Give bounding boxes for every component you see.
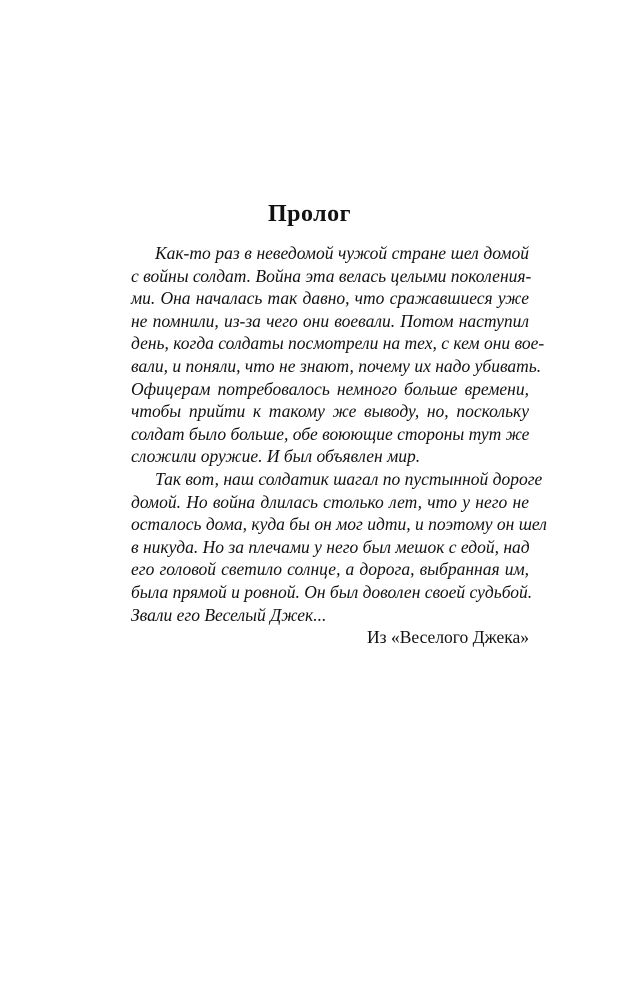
text-line: осталось дома, куда бы он мог идти, и поэтому он шел	[131, 514, 547, 535]
text-line: ми. Она началась так давно, что сражавшиеся уже	[131, 288, 529, 309]
text-line: вали, и поняли, что не знают, почему их надо убивать.	[131, 355, 542, 376]
text-line: была прямой и ровной. Он был доволен своей судьбой.	[131, 581, 533, 602]
text-line: Как-то раз в неведомой чужой стране шел домой	[155, 243, 529, 263]
text-line: домой. Но война длилась столько лет, что у него не	[131, 491, 529, 512]
text-line: сложили оружие. И был объявлен мир.	[131, 446, 421, 467]
text-line: Звали его Веселый Джек...	[131, 604, 327, 625]
chapter-title: Пролог	[267, 201, 352, 227]
text-line: день, когда солдаты посмотрели на тех, с кем они вое-	[131, 333, 545, 354]
text-line: не помнили, из-за чего они воевали. Потом наступил	[131, 310, 529, 331]
text-line: солдат было больше, обе воюющие стороны тут же	[131, 423, 530, 444]
attribution: Из «Веселого Джека»	[367, 627, 529, 648]
paragraph-1	[131, 242, 545, 468]
text-line: Так вот, наш солдатик шагал по пустынной дороге	[155, 468, 543, 489]
text-line: Офицерам потребовалось немного больше времени,	[131, 378, 529, 399]
prologue-text	[131, 242, 547, 649]
text-line: с войны солдат. Война эта велась целыми поколения-	[131, 265, 532, 286]
text-line: чтобы прийти к такому же выводу, но, поскольку	[131, 401, 529, 422]
text-line: в никуда. Но за плечами у него был мешок с едой, над	[131, 536, 530, 557]
paragraph-2	[131, 468, 547, 626]
text-line: его головой светило солнце, а дорога, выбранная им,	[131, 559, 529, 580]
